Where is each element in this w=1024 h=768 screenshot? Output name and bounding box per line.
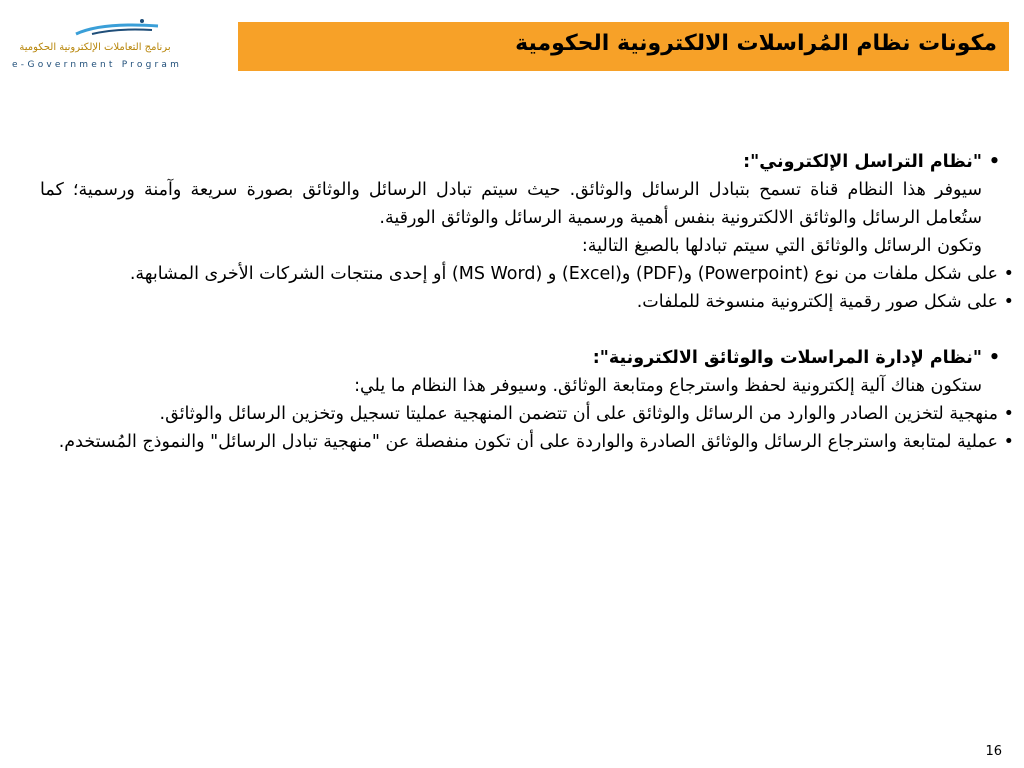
list-item <box>40 428 1018 456</box>
list-item <box>40 260 1018 288</box>
section-paragraph: وتكون الرسائل والوثائق التي سيتم تبادلها بالصيغ التالية: <box>581 236 982 256</box>
list-item-text: منهجية لتخزين الصادر والوارد من الرسائل والوثائق على أن تتضمن المنهجية عمليتا تسجيل وتخزين الرسائل والوثائق. <box>159 404 998 424</box>
heading-text: "نظام لإدارة المراسلات والوثائق الالكترونية": <box>592 348 982 368</box>
slide-title: مكونات نظام المُراسلات الالكترونية الحكومية <box>515 31 997 56</box>
list-item-text: على شكل صور رقمية إلكترونية منسوخة للملفات. <box>636 292 998 312</box>
bullet-icon: • <box>1003 404 1014 424</box>
logo-arabic-text: برنامج التعاملات الإلكترونية الحكومية <box>19 42 171 53</box>
page-number: 16 <box>985 744 1002 759</box>
list-item <box>40 400 1018 428</box>
logo-mark-icon <box>72 16 162 40</box>
title-bar <box>238 22 1009 71</box>
section-paragraph: سيوفر هذا النظام قناة تسمح بتبادل الرسائل والوثائق. حيث سيتم تبادل الرسائل والوثائق بصورة سريعة وآمنة ورسمية؛ كما ستُعامل الرسائل والوثائق الالكترونية بنفس أهمية ورسمية الرسائل والوثائق الورقية. <box>40 180 982 228</box>
logo-latin-text: e-Government Program <box>12 60 183 70</box>
bullet-icon: • <box>1003 264 1014 284</box>
list-item-text: على شكل ملفات من نوع (Powerpoint) و(PDF) و(Excel) و (MS Word) أو إحدى منتجات الشركات الأخرى المشابهة. <box>129 264 998 284</box>
spacer <box>40 316 1018 344</box>
section-heading-document-management <box>40 344 1018 372</box>
slide-content <box>40 148 1018 456</box>
bullet-icon: • <box>988 348 1000 368</box>
bullet-icon: • <box>1003 292 1014 312</box>
heading-text: "نظام التراسل الإلكتروني": <box>743 152 982 172</box>
list-item-text: عملية لمتابعة واسترجاع الرسائل والوثائق الصادرة والواردة على أن تكون منفصلة عن "منهجية تبادل الرسائل" والنموذج المُستخدم. <box>58 432 998 452</box>
bullet-icon: • <box>988 152 1000 172</box>
section-heading-messaging <box>40 148 1018 176</box>
bullet-icon: • <box>1003 432 1014 452</box>
section-paragraph: ستكون هناك آلية إلكترونية لحفظ واسترجاع ومتابعة الوثائق. وسيوفر هذا النظام ما يلي: <box>354 376 982 396</box>
list-item <box>40 288 1018 316</box>
e-government-program-logo <box>10 14 183 76</box>
